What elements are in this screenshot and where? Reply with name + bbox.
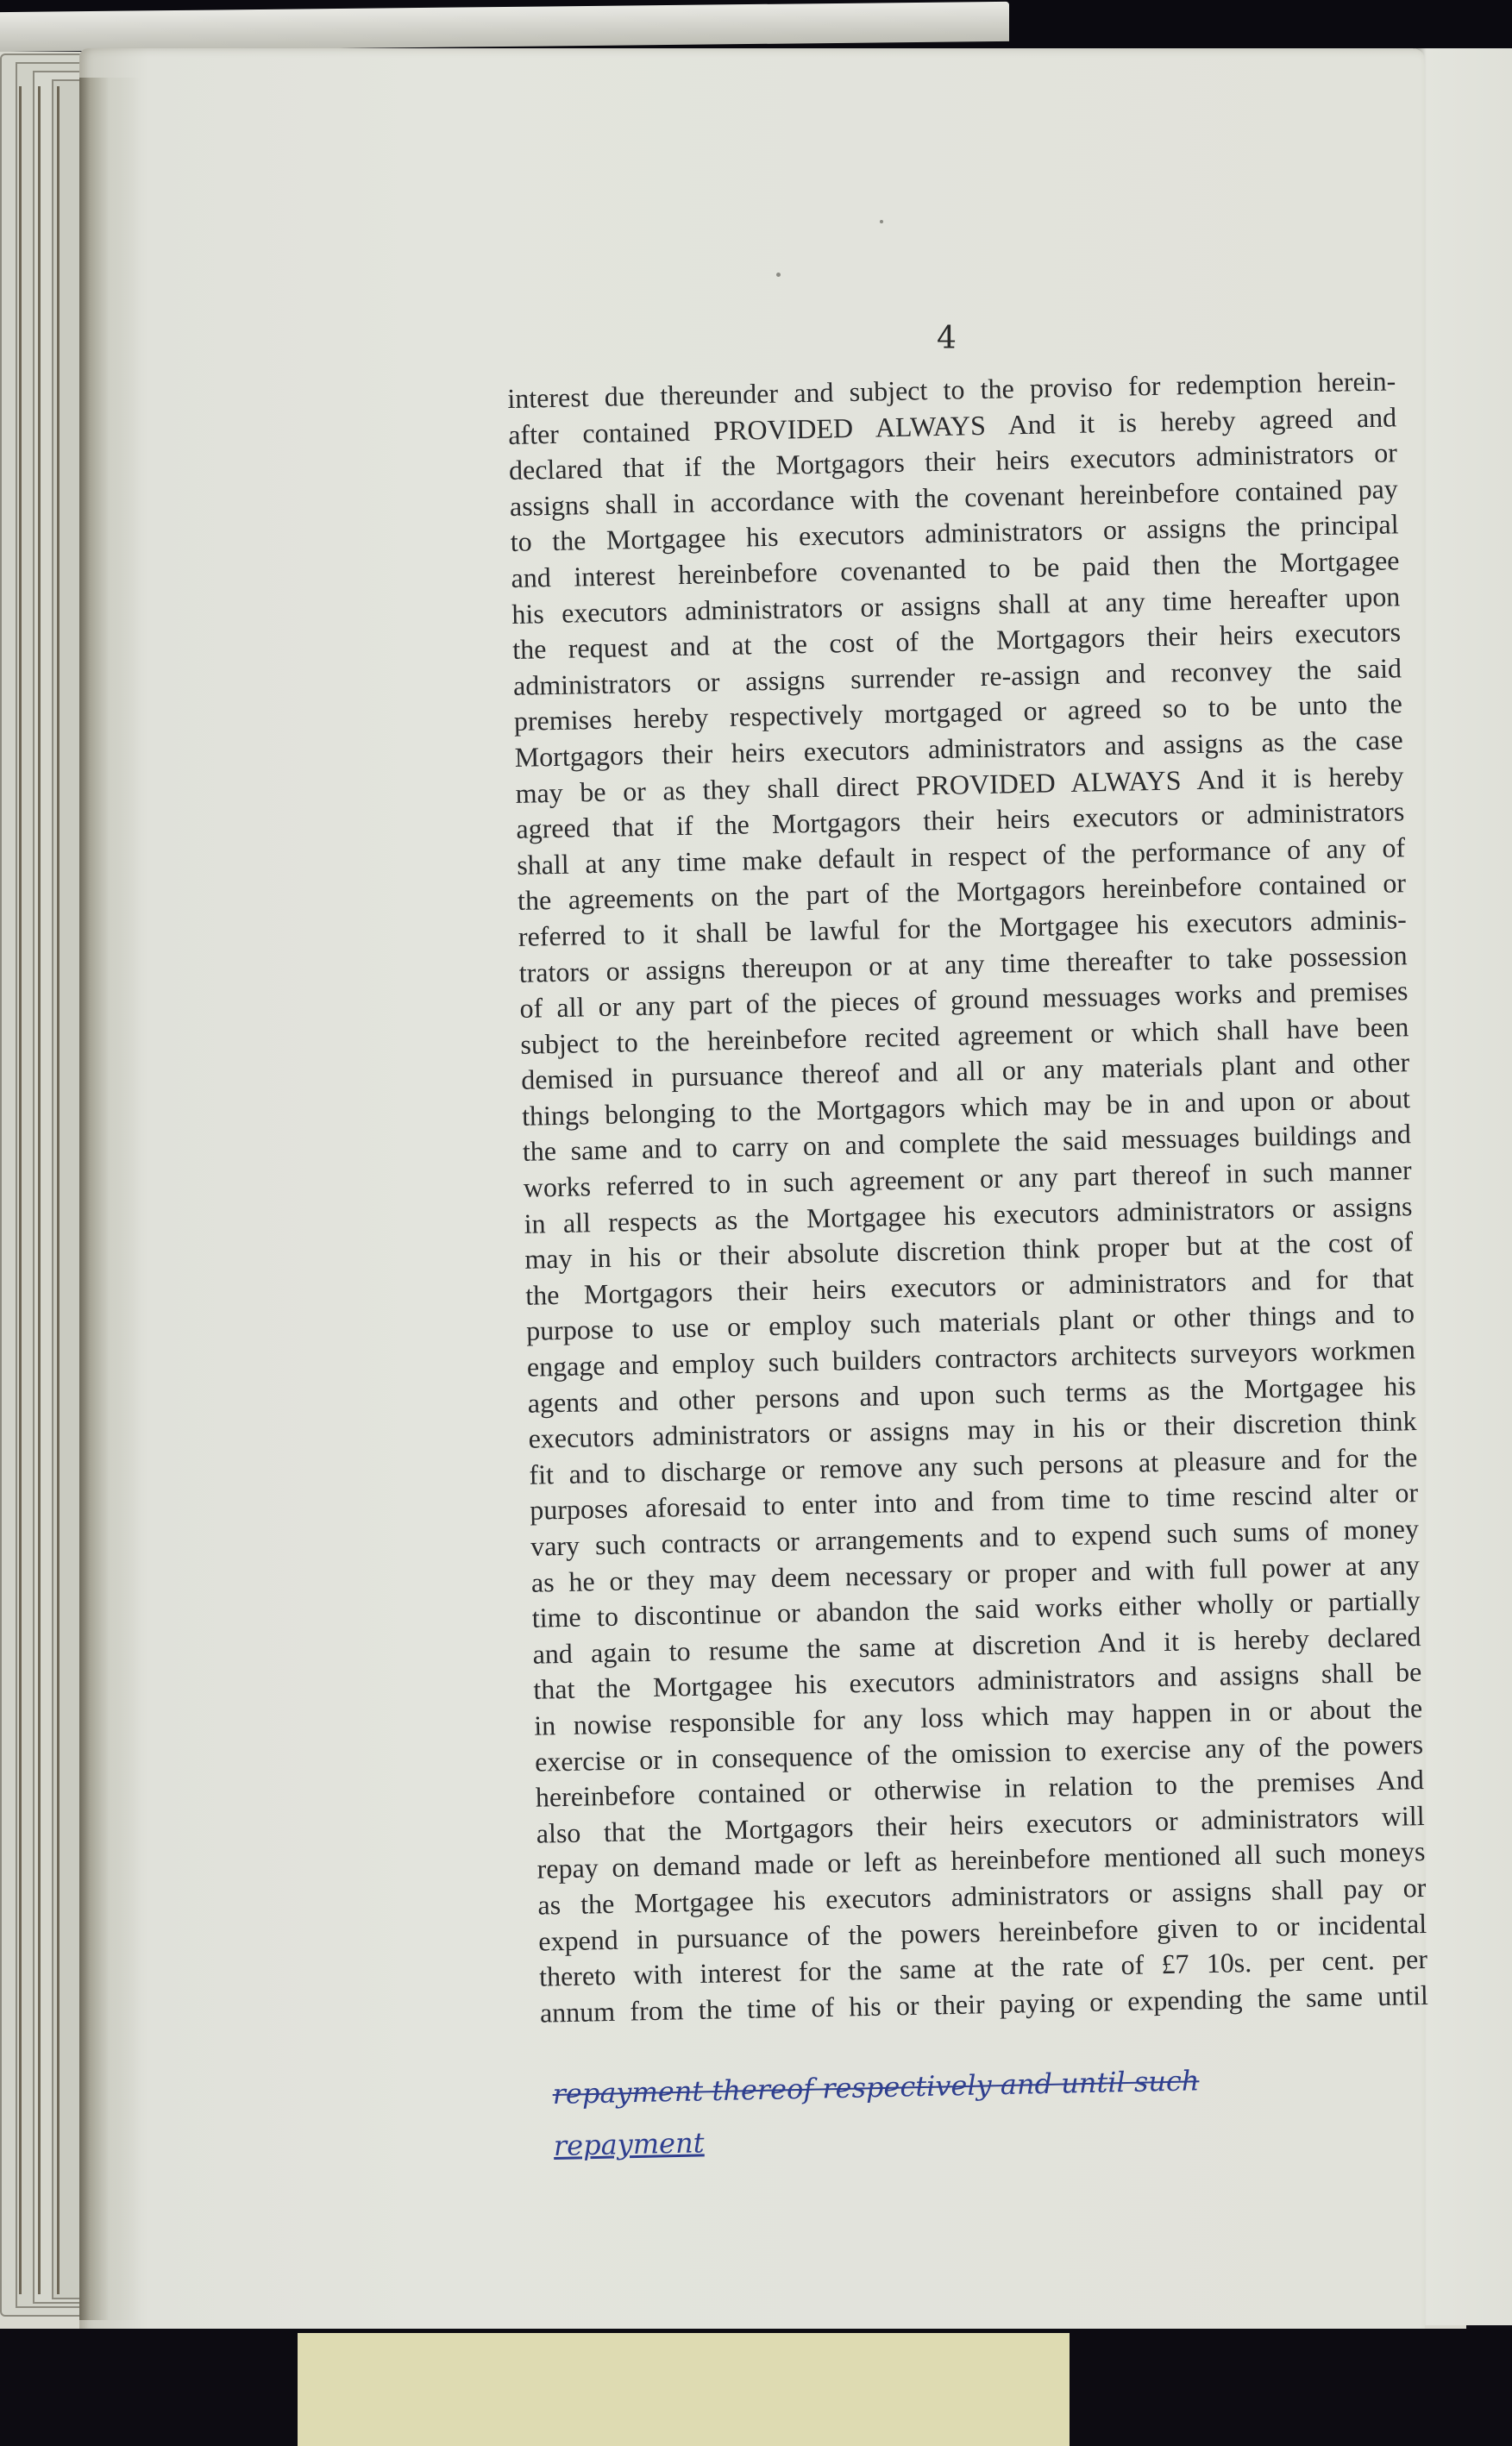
paper-speck xyxy=(880,220,883,223)
text-line: may in his or their absolute discretion think proper but at the cost of xyxy=(524,1226,1414,1276)
paper-tab xyxy=(298,2333,1070,2446)
text-line: exercise or in consequence of the omission to exercise any of the powers xyxy=(534,1728,1424,1778)
text-line: that the Mortgagee his executors administrators and assigns shall be xyxy=(533,1656,1422,1706)
gutter-line xyxy=(19,86,22,2294)
text-line: purpose to use or employ such materials plant or other things and to xyxy=(525,1297,1415,1347)
text-line: shall at any time make default in respect of the performance of any of xyxy=(516,831,1406,881)
text-line: in nowise responsible for any loss which may happen in or about the xyxy=(533,1691,1423,1741)
text-line: things belonging to the Mortgagors which may be in and upon or about xyxy=(521,1082,1411,1132)
text-line: as the Mortgagee his executors administrators or assigns shall pay or xyxy=(537,1871,1427,1921)
body-text xyxy=(507,363,1454,2031)
text-line: hereinbefore contained or otherwise in relation to the premises And xyxy=(535,1764,1425,1813)
text-line: and again to resume the same at discretion And it is hereby declared xyxy=(532,1620,1421,1670)
text-line: of all or any part of the pieces of ground messuages works and premises xyxy=(519,975,1408,1024)
text-line: fit and to discharge or remove any such persons at pleasure and for the xyxy=(529,1440,1418,1490)
text-line: demised in pursuance thereof and all or any materials plant and other xyxy=(520,1046,1410,1096)
text-line: agreed that if the Mortgagors their heirs executors or administrators xyxy=(516,795,1405,845)
text-line: trators or assigns thereupon or at any time thereafter to take possession xyxy=(518,938,1408,988)
text-line: to the Mortgagee his executors administrators or assigns the principal xyxy=(510,508,1399,558)
text-line: and interest hereinbefore covenanted to be paid then the Mortgagee xyxy=(511,544,1400,593)
handwritten-annotation xyxy=(552,2050,1416,2172)
text-line: executors administrators or assigns may in his or their discretion think xyxy=(528,1405,1417,1454)
text-line: time to discontinue or abandon the said works either wholly or partially xyxy=(531,1584,1421,1634)
text-line: premises hereby respectively mortgaged or agreed so to be unto the xyxy=(513,687,1403,737)
text-line: agents and other persons and upon such terms as the Mortgagee his xyxy=(527,1369,1416,1419)
text-line: assigns shall in accordance with the covenant hereinbefore contained pay xyxy=(509,473,1399,522)
paper-speck xyxy=(776,273,781,277)
text-line: subject to the hereinbefore recited agreement or which shall have been xyxy=(520,1010,1409,1060)
gutter-line xyxy=(57,86,60,2294)
text-line: after contained PROVIDED ALWAYS And it is hereby agreed and xyxy=(507,400,1397,450)
text-line: declared that if the Mortgagors their heirs executors administrators or xyxy=(508,436,1398,486)
text-line: thereto with interest for the same at the rate of £7 10s. per cent. per xyxy=(538,1943,1428,1992)
page-edge-shadow xyxy=(79,78,140,2320)
text-line: the same and to carry on and complete the said messuages buildings and xyxy=(522,1118,1412,1168)
text-line: may be or as they shall direct PROVIDED ALWAYS And it is hereby xyxy=(515,759,1404,809)
text-line: the Mortgagors their heirs executors or administrators and for that xyxy=(524,1261,1415,1311)
text-line: vary such contracts or arrangements and to expend such sums of money xyxy=(530,1513,1420,1562)
text-line: the request and at the cost of the Mortgagors their heirs executors xyxy=(511,616,1402,666)
page-number: 4 xyxy=(937,321,957,356)
text-line: his executors administrators or assigns shall at any time hereafter upon xyxy=(511,580,1401,630)
text-line: also that the Mortgagors their heirs executors or administrators will xyxy=(536,1799,1425,1849)
text-line: Mortgagors their heirs executors administrators and assigns as the case xyxy=(514,724,1403,773)
text-line: interest due thereunder and subject to the proviso for redemption herein- xyxy=(507,365,1396,414)
text-line: works referred to in such agreement or any part thereof in such manner xyxy=(523,1154,1412,1203)
text-line: repay on demand made or left as hereinbefore mentioned all such moneys xyxy=(536,1835,1426,1885)
text-line: purposes aforesaid to enter into and from time to time rescind alter or xyxy=(529,1477,1419,1527)
text-line: in all respects as the Mortgagee his executors administrators or assigns xyxy=(524,1189,1413,1239)
text-line: annum from the time of his or their paying or expending the same until xyxy=(539,1979,1429,2029)
text-line: as he or they may deem necessary or proper and with full power at any xyxy=(530,1548,1421,1598)
text-line: administrators or assigns surrender re-assign and reconvey the said xyxy=(512,652,1402,701)
text-line: expend in pursuance of the powers hereinbefore given to or incidental xyxy=(537,1907,1427,1957)
text-line: engage and employ such builders contractors architects surveyors workmen xyxy=(526,1333,1416,1383)
gutter-line xyxy=(38,86,41,2294)
handwritten-text: repayment thereof respectively and until such xyxy=(552,2064,1200,2110)
text-line: the agreements on the part of the Mortgagors hereinbefore contained or xyxy=(517,867,1407,917)
text-line: referred to it shall be lawful for the Mortgagee his executors adminis- xyxy=(518,903,1408,952)
handwritten-text: repayment xyxy=(553,2126,705,2162)
